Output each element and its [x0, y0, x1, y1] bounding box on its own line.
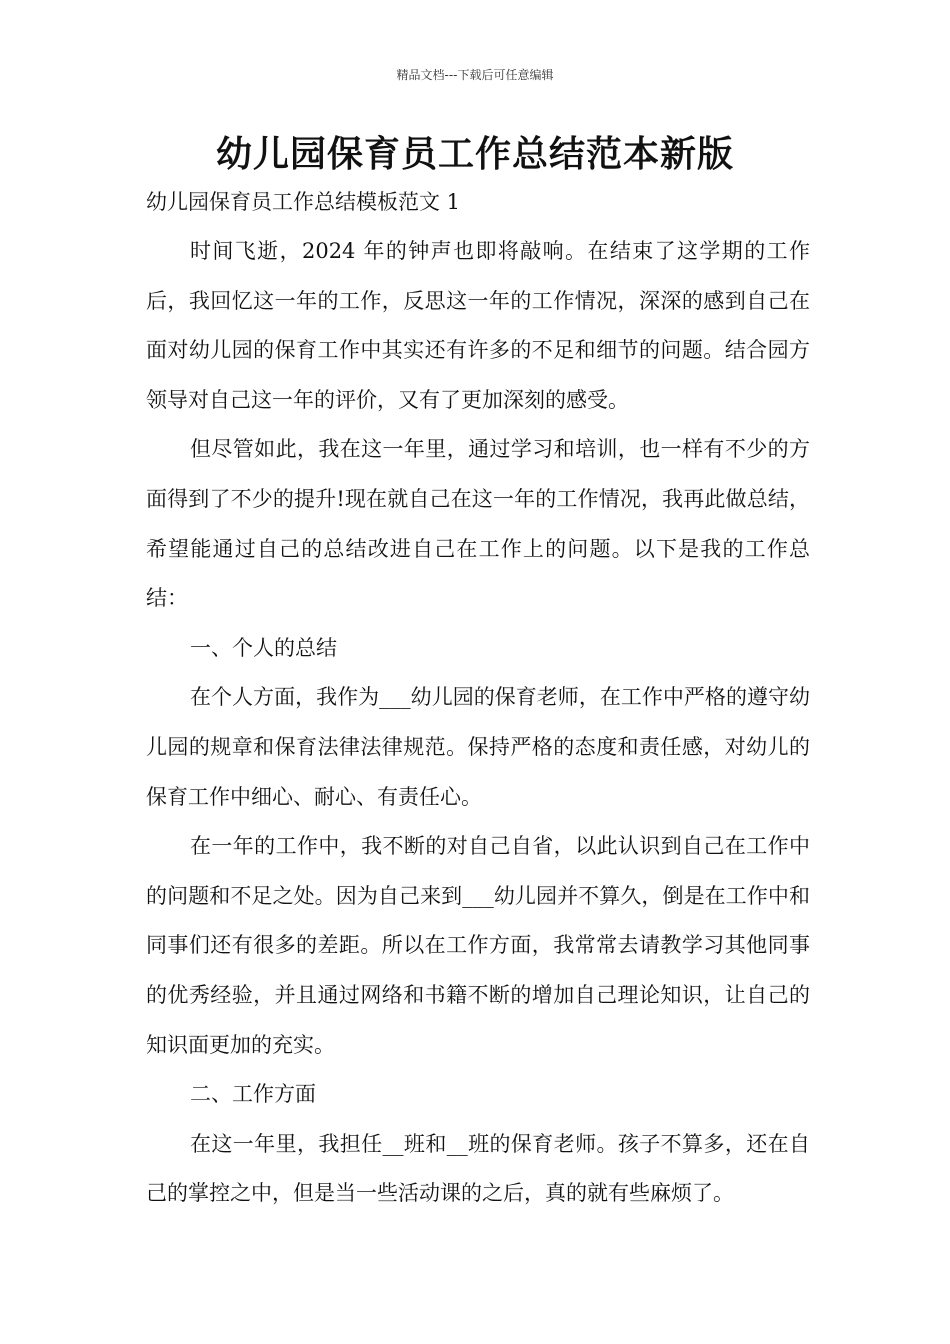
paragraph-self-reflection: 在一年的工作中，我不断的对自己自省，以此认识到自己在工作中的问题和不足之处。因为自己来到___幼儿园并不算久，倒是在工作中和同事们还有很多的差距。所以在工作方面，我常常去请教学习其他同事的优秀经验，并且通过网络和书籍不断的增加自己理论知识，让自己的知识面更加的充实。	[146, 834, 810, 1057]
paragraph-work-classes: 在这一年里，我担任__班和__班的保育老师。孩子不算多，还在自己的掌控之中，但是当一些活动课的之后，真的就有些麻烦了。	[146, 1131, 810, 1206]
paragraph-personal-attitude: 在个人方面，我作为___幼儿园的保育老师，在工作中严格的遵守幼儿园的规章和保育法律法律规范。保持严格的态度和责任感，对幼儿的保育工作中细心、耐心、有责任心。	[146, 685, 810, 809]
paragraph-intro: 时间飞逝，2024 年的钟声也即将敲响。在结束了这学期的工作后，我回忆这一年的工作，反思这一年的工作情况，深深的感到自己在面对幼儿园的保育工作中其实还有许多的不足和细节的问题。结合园方领导对自己这一年的评价，又有了更加深刻的感受。	[146, 239, 810, 412]
header-note: 精品文档---下载后可任意编辑	[396, 68, 554, 82]
document-subtitle: 幼儿园保育员工作总结模板范文 1	[146, 190, 461, 214]
section-heading-work: 二、工作方面	[190, 1082, 316, 1107]
paragraph-progress: 但尽管如此，我在这一年里，通过学习和培训，也一样有不少的方面得到了不少的提升!现在就自己在这一年的工作情况，我再此做总结，希望能通过自己的总结改进自己在工作上的问题。以下是我的工作总结：	[146, 437, 810, 611]
document-body	[146, 227, 810, 1219]
section-heading-personal: 一、个人的总结	[190, 635, 337, 660]
document-title: 幼儿园保育员工作总结范本新版	[215, 134, 734, 175]
